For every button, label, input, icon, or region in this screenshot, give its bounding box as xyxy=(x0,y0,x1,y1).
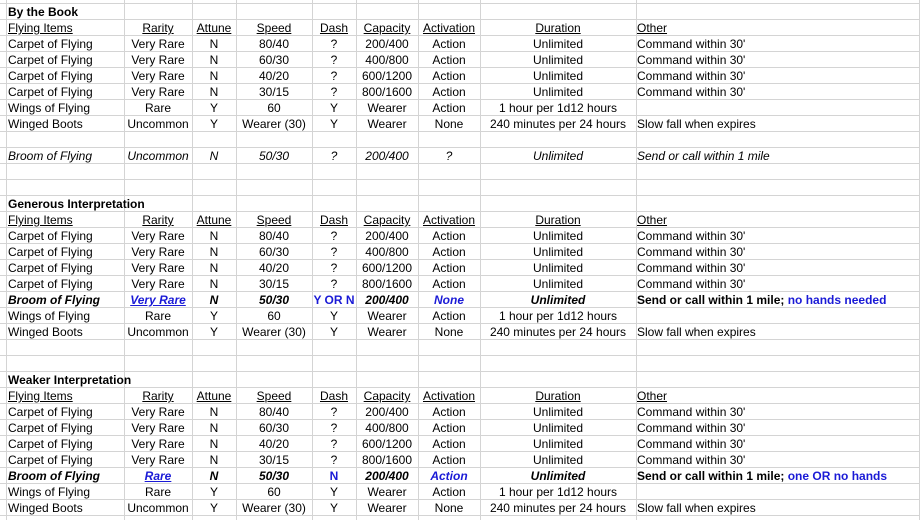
cell-capacity[interactable]: 600/1200 xyxy=(361,261,413,275)
cell-name[interactable]: Wings of Flying xyxy=(8,485,91,499)
cell-other[interactable]: Command within 30' xyxy=(637,69,746,83)
cell-dash[interactable]: Y OR N xyxy=(313,293,355,307)
cell-activation[interactable]: Action xyxy=(432,37,466,51)
table-row xyxy=(0,52,920,68)
cell-duration[interactable]: Unlimited xyxy=(532,149,583,163)
cell-attune[interactable]: N xyxy=(209,69,219,83)
cell-other[interactable]: Command within 30' xyxy=(637,245,746,259)
table-row xyxy=(0,436,920,452)
cell-speed[interactable]: 60 xyxy=(267,101,281,115)
cell-other[interactable]: Command within 30' xyxy=(637,421,746,435)
table-row xyxy=(0,452,920,468)
header-capacity[interactable]: Capacity xyxy=(363,213,411,227)
table-row xyxy=(0,244,920,260)
cell-speed[interactable]: 60/30 xyxy=(258,245,290,259)
cell-name[interactable]: Winged Boots xyxy=(8,501,83,515)
cell-speed[interactable]: 60 xyxy=(267,309,281,323)
cell-speed[interactable]: 40/20 xyxy=(258,437,290,451)
cell-duration[interactable]: Unlimited xyxy=(530,293,586,307)
header-rarity[interactable]: Rarity xyxy=(142,389,174,403)
cell-duration[interactable]: 240 minutes per 24 hours xyxy=(489,325,627,339)
table-row xyxy=(0,324,920,340)
cell-activation[interactable]: Action xyxy=(432,405,466,419)
cell-attune[interactable]: Y xyxy=(209,309,218,323)
header-dash[interactable]: Dash xyxy=(319,21,348,35)
cell-capacity[interactable]: Wearer xyxy=(367,117,407,131)
header-flying-items[interactable]: Flying Items xyxy=(8,389,73,403)
header-other[interactable]: Other xyxy=(637,213,668,227)
cell-capacity[interactable]: 400/800 xyxy=(365,421,409,435)
cell-speed[interactable]: 40/20 xyxy=(258,69,290,83)
cell-dash[interactable]: ? xyxy=(330,53,338,67)
cell-capacity[interactable]: 200/400 xyxy=(365,293,409,307)
cell-dash[interactable]: ? xyxy=(330,405,338,419)
cell-speed[interactable]: 50/30 xyxy=(258,293,290,307)
cell-dash[interactable]: ? xyxy=(330,437,338,451)
cell-activation[interactable]: None xyxy=(434,501,464,515)
cell-capacity[interactable]: Wearer xyxy=(367,485,407,499)
cell-capacity[interactable]: Wearer xyxy=(367,325,407,339)
cell-name[interactable]: Wings of Flying xyxy=(8,309,91,323)
table-row xyxy=(0,276,920,292)
cell-name[interactable]: Broom of Flying xyxy=(8,149,93,163)
table-row-broom-generous xyxy=(0,292,920,308)
cell-name[interactable]: Wings of Flying xyxy=(8,101,91,115)
other-text: Send or call within 1 mile; xyxy=(637,469,785,483)
cell-rarity[interactable]: Very Rare xyxy=(131,277,185,291)
cell-other[interactable]: Command within 30' xyxy=(637,405,746,419)
cell-activation[interactable]: Action xyxy=(430,469,468,483)
cell-name[interactable]: Broom of Flying xyxy=(8,469,100,483)
cell-duration[interactable]: Unlimited xyxy=(532,53,583,67)
cell-duration[interactable]: Unlimited xyxy=(532,229,583,243)
cell-duration[interactable]: Unlimited xyxy=(532,421,583,435)
cell-rarity[interactable]: Very Rare xyxy=(131,85,185,99)
cell-duration[interactable]: 240 minutes per 24 hours xyxy=(489,501,627,515)
header-attune[interactable]: Attune xyxy=(196,21,232,35)
cell-duration[interactable]: Unlimited xyxy=(532,245,583,259)
cell-activation[interactable]: Action xyxy=(432,485,466,499)
cell-duration[interactable]: Unlimited xyxy=(532,437,583,451)
cell-dash[interactable]: ? xyxy=(330,69,338,83)
cell-rarity[interactable]: Very Rare xyxy=(131,261,185,275)
header-flying-items[interactable]: Flying Items xyxy=(8,213,73,227)
cell-capacity[interactable]: 400/800 xyxy=(365,245,409,259)
section-title-generous[interactable]: Generous Interpretation xyxy=(8,197,145,211)
header-other[interactable]: Other xyxy=(637,389,668,403)
cell-duration[interactable]: Unlimited xyxy=(532,85,583,99)
cell-activation[interactable]: Action xyxy=(432,277,466,291)
table-row xyxy=(0,36,920,52)
cell-capacity[interactable]: 200/400 xyxy=(365,405,409,419)
cell-other[interactable]: Send or call within 1 mile xyxy=(637,149,770,163)
cell-activation[interactable]: None xyxy=(434,117,464,131)
cell-capacity[interactable]: 600/1200 xyxy=(361,437,413,451)
cell-name[interactable]: Broom of Flying xyxy=(8,293,100,307)
header-dash[interactable]: Dash xyxy=(319,389,348,403)
cell-speed[interactable]: 40/20 xyxy=(258,261,290,275)
table-row xyxy=(0,420,920,436)
cell-duration[interactable]: Unlimited xyxy=(532,69,583,83)
cell-dash[interactable]: ? xyxy=(330,85,338,99)
cell-attune[interactable]: N xyxy=(209,293,219,307)
cell-other[interactable]: Command within 30' xyxy=(637,85,746,99)
cell-other[interactable]: Slow fall when expires xyxy=(637,325,756,339)
cell-activation[interactable]: Action xyxy=(432,261,466,275)
cell-duration[interactable]: Unlimited xyxy=(532,37,583,51)
cell-dash[interactable]: ? xyxy=(330,149,338,163)
table-row xyxy=(0,308,920,324)
cell-name[interactable]: Carpet of Flying xyxy=(8,229,93,243)
cell-other[interactable]: Command within 30' xyxy=(637,37,746,51)
cell-rarity[interactable]: Very Rare xyxy=(131,453,185,467)
header-activation[interactable]: Activation xyxy=(422,21,476,35)
cell-other[interactable]: Command within 30' xyxy=(637,261,746,275)
cell-dash[interactable]: ? xyxy=(330,37,338,51)
cell-capacity[interactable]: 400/800 xyxy=(365,53,409,67)
cell-speed[interactable]: Wearer (30) xyxy=(242,117,306,131)
header-duration[interactable]: Duration xyxy=(535,389,581,403)
cell-attune[interactable]: Y xyxy=(209,117,218,131)
cell-capacity[interactable]: 200/400 xyxy=(365,37,409,51)
header-row xyxy=(0,20,920,36)
table-row xyxy=(0,404,920,420)
cell-speed[interactable]: 80/40 xyxy=(258,229,290,243)
cell-name[interactable]: Winged Boots xyxy=(8,325,83,339)
cell-other[interactable]: Command within 30' xyxy=(637,453,746,467)
cell-dash[interactable]: Y xyxy=(329,501,338,515)
cell-speed[interactable]: 30/15 xyxy=(258,453,290,467)
cell-activation[interactable]: Action xyxy=(432,421,466,435)
cell-name[interactable]: Carpet of Flying xyxy=(8,37,93,51)
cell-speed[interactable]: 30/15 xyxy=(258,277,290,291)
header-row xyxy=(0,212,920,228)
cell-duration[interactable]: Unlimited xyxy=(532,453,583,467)
cell-dash[interactable]: ? xyxy=(330,261,338,275)
cell-speed[interactable]: 80/40 xyxy=(258,405,290,419)
cell-capacity[interactable]: Wearer xyxy=(367,501,407,515)
cell-activation[interactable]: Action xyxy=(432,85,466,99)
cell-rarity[interactable]: Uncommon xyxy=(127,149,189,163)
section-title-by-the-book[interactable]: By the Book xyxy=(8,5,79,19)
cell-name[interactable]: Carpet of Flying xyxy=(8,245,93,259)
cell-attune[interactable]: N xyxy=(209,437,219,451)
cell-attune[interactable]: N xyxy=(209,421,219,435)
cell-other[interactable] xyxy=(637,468,887,484)
cell-speed[interactable]: 80/40 xyxy=(258,37,290,51)
cell-attune[interactable]: N xyxy=(209,85,219,99)
cell-activation[interactable]: Action xyxy=(432,69,466,83)
cell-name[interactable]: Carpet of Flying xyxy=(8,277,93,291)
cell-attune[interactable]: N xyxy=(209,229,219,243)
cell-other[interactable]: Slow fall when expires xyxy=(637,117,756,131)
cell-dash[interactable]: ? xyxy=(330,453,338,467)
cell-speed[interactable]: Wearer (30) xyxy=(242,325,306,339)
header-rarity[interactable]: Rarity xyxy=(142,213,174,227)
cell-rarity[interactable]: Very Rare xyxy=(131,405,185,419)
cell-activation[interactable]: Action xyxy=(432,309,466,323)
cell-duration[interactable]: Unlimited xyxy=(530,469,586,483)
cell-name[interactable]: Carpet of Flying xyxy=(8,69,93,83)
cell-capacity[interactable]: 800/1600 xyxy=(361,85,413,99)
cell-activation[interactable]: None xyxy=(434,293,464,307)
cell-rarity[interactable]: Very Rare xyxy=(131,229,185,243)
cell-duration[interactable]: Unlimited xyxy=(532,261,583,275)
table-row xyxy=(0,260,920,276)
cell-capacity[interactable]: 600/1200 xyxy=(361,69,413,83)
table-row xyxy=(0,228,920,244)
cell-rarity[interactable]: Very Rare xyxy=(131,37,185,51)
cell-capacity[interactable]: 800/1600 xyxy=(361,277,413,291)
cell-capacity[interactable]: 200/400 xyxy=(365,469,409,483)
cell-rarity[interactable]: Very Rare xyxy=(130,293,186,307)
cell-rarity[interactable]: Rare xyxy=(144,309,171,323)
cell-dash[interactable]: ? xyxy=(330,245,338,259)
cell-other[interactable]: Command within 30' xyxy=(637,229,746,243)
other-note: no hands needed xyxy=(787,293,887,307)
header-attune[interactable]: Attune xyxy=(196,389,232,403)
cell-rarity[interactable]: Rare xyxy=(144,485,171,499)
cell-activation[interactable]: Action xyxy=(432,53,466,67)
cell-name[interactable]: Carpet of Flying xyxy=(8,53,93,67)
cell-attune[interactable]: N xyxy=(209,245,219,259)
header-speed[interactable]: Speed xyxy=(256,21,292,35)
cell-rarity[interactable]: Very Rare xyxy=(131,245,185,259)
cell-duration[interactable]: 1 hour per 1d12 hours xyxy=(498,309,618,323)
header-activation[interactable]: Activation xyxy=(422,213,476,227)
cell-name[interactable]: Carpet of Flying xyxy=(8,261,93,275)
cell-attune[interactable]: N xyxy=(209,469,219,483)
cell-other[interactable] xyxy=(637,292,886,308)
table-row-broom xyxy=(0,148,920,164)
table-row xyxy=(0,484,920,500)
cell-attune[interactable]: N xyxy=(209,149,219,163)
cell-attune[interactable]: Y xyxy=(209,501,218,515)
cell-name[interactable]: Carpet of Flying xyxy=(8,453,93,467)
cell-dash[interactable]: Y xyxy=(329,325,338,339)
cell-rarity[interactable]: Uncommon xyxy=(127,117,189,131)
cell-speed[interactable]: 50/30 xyxy=(258,149,290,163)
cell-duration[interactable]: 1 hour per 1d12 hours xyxy=(498,101,618,115)
cell-rarity[interactable]: Very Rare xyxy=(131,437,185,451)
cell-capacity[interactable]: Wearer xyxy=(367,101,407,115)
header-capacity[interactable]: Capacity xyxy=(363,21,411,35)
header-duration[interactable]: Duration xyxy=(535,213,581,227)
cell-capacity[interactable]: 200/400 xyxy=(365,229,409,243)
cell-name[interactable]: Winged Boots xyxy=(8,117,83,131)
cell-name[interactable]: Carpet of Flying xyxy=(8,405,93,419)
other-note: one OR no hands xyxy=(787,469,888,483)
cell-other[interactable]: Command within 30' xyxy=(637,437,746,451)
cell-name[interactable]: Carpet of Flying xyxy=(8,421,93,435)
cell-rarity[interactable]: Very Rare xyxy=(131,421,185,435)
header-dash[interactable]: Dash xyxy=(319,213,348,227)
header-capacity[interactable]: Capacity xyxy=(363,389,411,403)
cell-capacity[interactable]: 200/400 xyxy=(365,149,409,163)
cell-attune[interactable]: N xyxy=(209,277,219,291)
cell-rarity[interactable]: Uncommon xyxy=(127,501,189,515)
section-title-weaker[interactable]: Weaker Interpretation xyxy=(8,373,132,387)
cell-speed[interactable]: 60/30 xyxy=(258,53,290,67)
cell-attune[interactable]: N xyxy=(209,453,219,467)
header-speed[interactable]: Speed xyxy=(256,389,292,403)
cell-duration[interactable]: Unlimited xyxy=(532,277,583,291)
header-activation[interactable]: Activation xyxy=(422,389,476,403)
cell-name[interactable]: Carpet of Flying xyxy=(8,437,93,451)
cell-activation[interactable]: None xyxy=(434,325,464,339)
cell-dash[interactable]: Y xyxy=(329,117,338,131)
cell-dash[interactable]: Y xyxy=(329,485,338,499)
cell-capacity[interactable]: Wearer xyxy=(367,309,407,323)
cell-attune[interactable]: Y xyxy=(209,101,218,115)
cell-rarity[interactable]: Very Rare xyxy=(131,53,185,67)
cell-dash[interactable]: ? xyxy=(330,277,338,291)
cell-activation[interactable]: Action xyxy=(432,229,466,243)
cell-attune[interactable]: N xyxy=(209,37,219,51)
cell-activation[interactable]: Action xyxy=(432,101,466,115)
cell-dash[interactable]: Y xyxy=(329,309,338,323)
header-row xyxy=(0,388,920,404)
cell-speed[interactable]: Wearer (30) xyxy=(242,501,306,515)
cell-attune[interactable]: Y xyxy=(209,485,218,499)
cell-name[interactable]: Carpet of Flying xyxy=(8,85,93,99)
cell-other[interactable]: Command within 30' xyxy=(637,53,746,67)
cell-duration[interactable]: 240 minutes per 24 hours xyxy=(489,117,627,131)
table-row xyxy=(0,84,920,100)
cell-rarity[interactable]: Rare xyxy=(144,469,172,483)
cell-dash[interactable]: Y xyxy=(329,101,338,115)
cell-dash[interactable]: ? xyxy=(330,421,338,435)
header-flying-items[interactable]: Flying Items xyxy=(8,21,73,35)
header-rarity[interactable]: Rarity xyxy=(142,21,174,35)
cell-dash[interactable]: ? xyxy=(330,229,338,243)
cell-attune[interactable]: Y xyxy=(209,325,218,339)
header-duration[interactable]: Duration xyxy=(535,21,581,35)
cell-attune[interactable]: N xyxy=(209,261,219,275)
table-row xyxy=(0,68,920,84)
cell-attune[interactable]: N xyxy=(209,53,219,67)
cell-rarity[interactable]: Uncommon xyxy=(127,325,189,339)
cell-attune[interactable]: N xyxy=(209,405,219,419)
table-row xyxy=(0,100,920,116)
cell-speed[interactable]: 30/15 xyxy=(258,85,290,99)
cell-rarity[interactable]: Very Rare xyxy=(131,69,185,83)
table-row xyxy=(0,116,920,132)
cell-speed[interactable]: 50/30 xyxy=(258,469,290,483)
cell-capacity[interactable]: 800/1600 xyxy=(361,453,413,467)
cell-activation[interactable]: ? xyxy=(445,149,453,163)
header-other[interactable]: Other xyxy=(637,21,668,35)
cell-speed[interactable]: 60/30 xyxy=(258,421,290,435)
header-speed[interactable]: Speed xyxy=(256,213,292,227)
other-text: Send or call within 1 mile; xyxy=(637,293,785,307)
table-row-broom-weaker xyxy=(0,468,920,484)
cell-activation[interactable]: Action xyxy=(432,453,466,467)
table-row xyxy=(0,500,920,516)
cell-speed[interactable]: 60 xyxy=(267,485,281,499)
header-attune[interactable]: Attune xyxy=(196,213,232,227)
cell-rarity[interactable]: Rare xyxy=(144,101,171,115)
cell-duration[interactable]: 1 hour per 1d12 hours xyxy=(498,485,618,499)
cell-other[interactable]: Slow fall when expires xyxy=(637,501,756,515)
cell-activation[interactable]: Action xyxy=(432,437,466,451)
cell-activation[interactable]: Action xyxy=(432,245,466,259)
cell-other[interactable]: Command within 30' xyxy=(637,277,746,291)
cell-dash[interactable]: N xyxy=(329,469,339,483)
cell-duration[interactable]: Unlimited xyxy=(532,405,583,419)
